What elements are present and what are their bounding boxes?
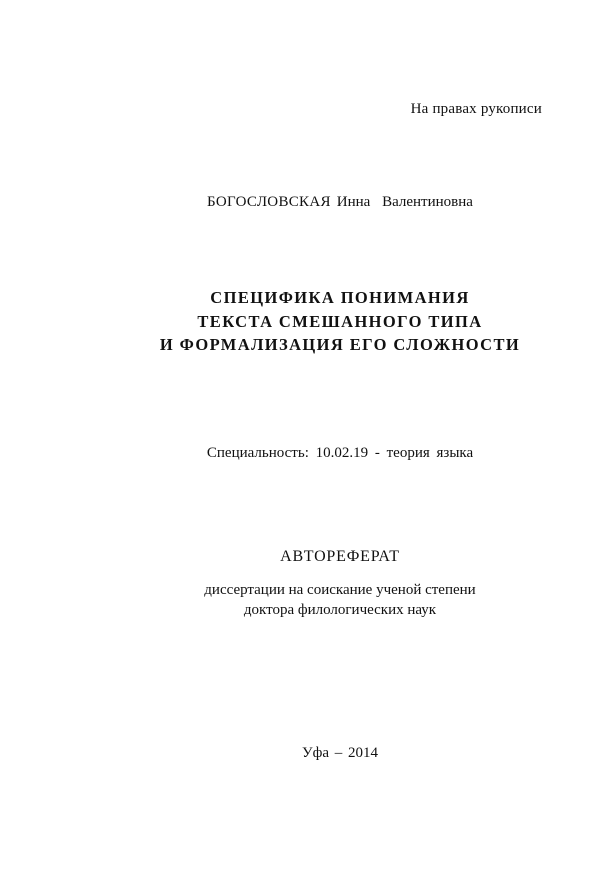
degree-line: доктора филологических наук [243,602,437,618]
dissertation-title [0,286,602,357]
place-and-year: Уфа – 2014 [302,745,378,761]
specialty-line: Специальность: 10.02.19 - теория языка [206,445,474,461]
author-surname: БОГОСЛОВСКАЯ [207,194,331,210]
author-name [0,194,602,211]
author-given-names: Инна Валентиновна [336,194,473,210]
manuscript-rights-note: На правах рукописи [410,101,542,117]
title-line: И ФОРМАЛИЗАЦИЯ ЕГО СЛОЖНОСТИ [159,335,521,354]
degree-description [0,580,602,620]
document-type-heading: АВТОРЕФЕРАТ [280,548,400,565]
title-line: СПЕЦИФИКА ПОНИМАНИЯ [210,288,470,307]
degree-line: диссертации на соискание ученой степени [204,582,476,598]
title-line: ТЕКСТА СМЕШАННОГО ТИПА [197,311,483,331]
